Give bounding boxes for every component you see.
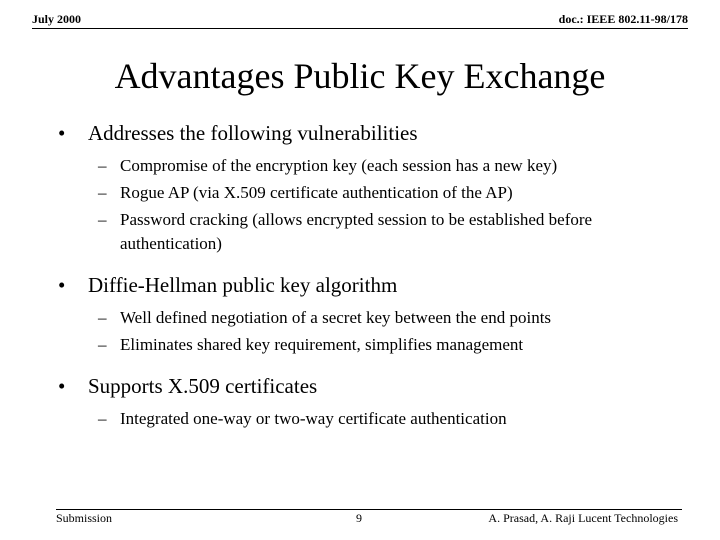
- footer-submission: Submission: [56, 511, 113, 525]
- bullet-item: [58, 118, 678, 148]
- slide-title: Advantages Public Key Exchange: [114, 56, 606, 96]
- sub-text: Eliminates shared key requirement, simplifies management: [120, 335, 524, 354]
- sub-item: [58, 407, 678, 431]
- sub-item: [58, 181, 678, 205]
- bullet-text: Addresses the following vulnerabilities: [88, 121, 418, 145]
- dash-icon: –: [98, 156, 107, 175]
- header-divider: [32, 28, 688, 29]
- sub-text: Well defined negotiation of a secret key between the end points: [120, 308, 552, 327]
- footer-divider: [56, 509, 682, 510]
- page-number: 9: [356, 511, 362, 525]
- sub-list: [58, 306, 678, 357]
- bullet-text: Diffie-Hellman public key algorithm: [88, 273, 398, 297]
- sub-text: Integrated one-way or two-way certificate authentication: [120, 409, 507, 428]
- bullet-text: Supports X.509 certificates: [88, 374, 318, 398]
- sub-text: Compromise of the encryption key (each session has a new key): [120, 156, 558, 175]
- sub-text: Rogue AP (via X.509 certificate authentication of the AP): [120, 183, 513, 202]
- dash-icon: –: [98, 210, 107, 229]
- slide-body: [58, 118, 678, 445]
- bullet-group-2: [58, 270, 678, 357]
- sub-item: [58, 306, 678, 330]
- sub-list: [58, 154, 678, 256]
- header-date: July 2000: [32, 12, 82, 26]
- dash-icon: –: [98, 409, 107, 428]
- dash-icon: –: [98, 335, 107, 354]
- bullet-item: [58, 270, 678, 300]
- bullet-dot-icon: •: [58, 273, 66, 297]
- sub-item: [58, 154, 678, 178]
- bullet-item: [58, 371, 678, 401]
- sub-text: Password cracking (allows encrypted session to be established before authentication): [120, 210, 593, 253]
- sub-item: [58, 208, 678, 256]
- bullet-dot-icon: •: [58, 374, 66, 398]
- bullet-group-3: [58, 371, 678, 431]
- sub-item: [58, 333, 678, 357]
- bullet-dot-icon: •: [58, 121, 66, 145]
- dash-icon: –: [98, 183, 107, 202]
- footer-authors: A. Prasad, A. Raji Lucent Technologies: [488, 511, 678, 525]
- sub-list: [58, 407, 678, 431]
- header-doc-id: doc.: IEEE 802.11-98/178: [558, 12, 688, 26]
- bullet-group-1: [58, 118, 678, 256]
- dash-icon: –: [98, 308, 107, 327]
